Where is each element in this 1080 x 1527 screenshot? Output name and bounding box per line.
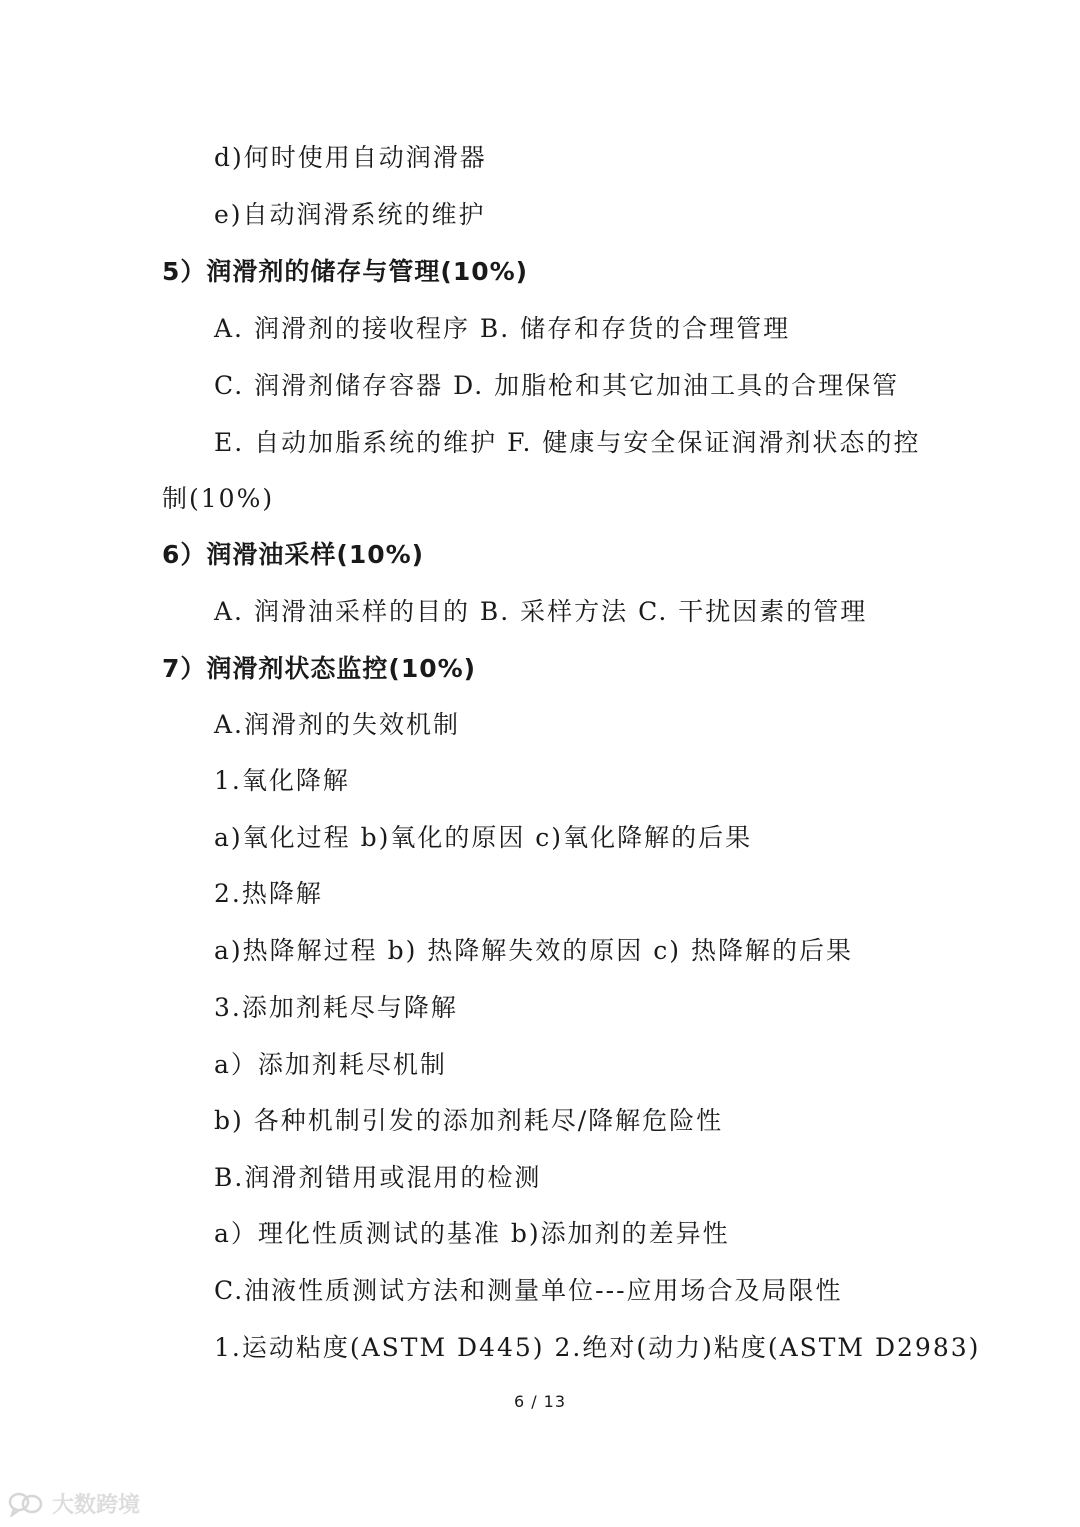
text-line: b) 各种机制引发的添加剂耗尽/降解危险性: [214, 1106, 724, 1135]
text-line: C.油液性质测试方法和测量单位---应用场合及局限性: [214, 1276, 843, 1305]
text-line: A. 润滑油采样的目的 B. 采样方法 C. 干扰因素的管理: [214, 597, 868, 626]
section-heading: 7）润滑剂状态监控(10%): [162, 654, 477, 683]
text-line: B.润滑剂错用或混用的检测: [214, 1163, 542, 1192]
watermark-text: 大数跨境: [52, 1493, 141, 1518]
text-line: a）添加剂耗尽机制: [214, 1050, 447, 1079]
text-line: A. 润滑剂的接收程序 B. 储存和存货的合理管理: [214, 314, 791, 343]
section-heading: 6）润滑油采样(10%): [162, 540, 425, 569]
text-line: a)氧化过程 b)氧化的原因 c)氧化降解的后果: [214, 823, 753, 852]
text-line: e)自动润滑系统的维护: [214, 200, 486, 229]
watermark: [8, 1488, 140, 1519]
text-line: 2.热降解: [214, 879, 323, 908]
text-line: C. 润滑剂储存容器 D. 加脂枪和其它加油工具的合理保管: [214, 371, 900, 400]
text-line: a)热降解过程 b) 热降解失效的原因 c) 热降解的后果: [214, 936, 853, 965]
page-number: 6 / 13: [513, 1392, 567, 1411]
text-line: E. 自动加脂系统的维护 F. 健康与安全保证润滑剂状态的控: [214, 428, 921, 457]
text-line: 制(10%): [162, 484, 275, 513]
text-line: d)何时使用自动润滑器: [214, 143, 487, 172]
section-heading: 5）润滑剂的储存与管理(10%): [162, 257, 529, 286]
text-line: A.润滑剂的失效机制: [214, 710, 461, 739]
text-line: 3.添加剂耗尽与降解: [214, 993, 458, 1022]
text-line: 1.运动粘度(ASTM D445) 2.绝对(动力)粘度(ASTM D2983): [214, 1333, 981, 1362]
text-line: 1.氧化降解: [214, 766, 350, 795]
chat-bubble-logo-icon: [8, 1491, 48, 1517]
text-line: a）理化性质测试的基准 b)添加剂的差异性: [214, 1219, 730, 1248]
